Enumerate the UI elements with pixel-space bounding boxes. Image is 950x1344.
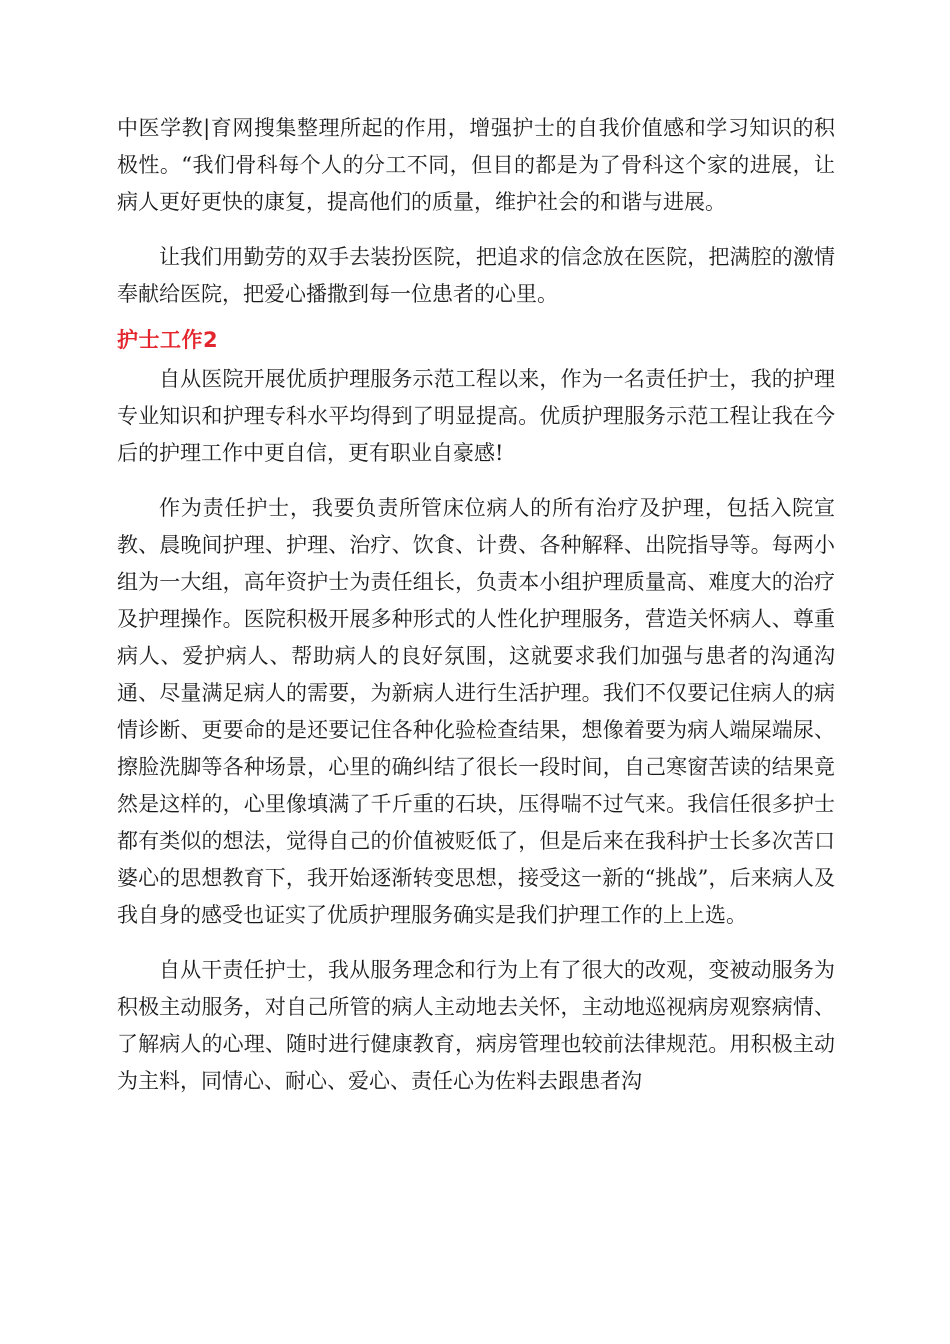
document-page bbox=[117, 110, 835, 1100]
section-heading: 护士工作2 bbox=[117, 328, 219, 352]
paragraph-continuation: 中医学教|育网搜集整理所起的作用，增强护士的自我价值感和学习知识的积极性。“我们骨科每个人的分工不同，但目的都是为了骨科这个家的进展，让病人更好更快的康复，提高他们的质量，维护社会的和谐与进展。 bbox=[117, 116, 835, 214]
paragraph-responsible-nurse-duties: 作为责任护士，我要负责所管床位病人的所有治疗及护理，包括入院宣教、晨晚间护理、护理、治疗、饮食、计费、各种解释、出院指导等。每两小组为一大组，高年资护士为责任组长，负责本小组护理质量高、难度大的治疗及护理操作。医院积极开展多种形式的人性化护理服务，营造关怀病人、尊重病人、爱护病人、帮助病人的良好氛围，这就要求我们加强与患者的沟通沟通、尽量满足病人的需要，为新病人进行生活护理。我们不仅要记住病人的病情诊断、更要命的是还要记住各种化验检查结果，想像着要为病人端屎端尿、擦脸洗脚等各种场景，心里的确纠结了很长一段时间，自己寒窗苦读的结果竟然是这样的，心里像填满了千斤重的石块，压得喘不过气来。我信任很多护士都有类似的想法，觉得自己的价值被贬低了，但是后来在我科护士长多次苦口婆心的思想教育下，我开始逐渐转变思想，接受这一新的“挑战”，后来病人及我自身的感受也证实了优质护理服务确实是我们护理工作的上上选。 bbox=[117, 496, 835, 927]
paragraph-quality-nursing-intro: 自从医院开展优质护理服务示范工程以来，作为一名责任护士，我的护理专业知识和护理专科水平均得到了明显提高。优质护理服务示范工程让我在今后的护理工作中更自信，更有职业自豪感! bbox=[117, 367, 835, 465]
paragraph-hospital-devotion: 让我们用勤劳的双手去装扮医院，把追求的信念放在医院，把满腔的激情奉献给医院，把爱心播撒到每一位患者的心里。 bbox=[117, 245, 835, 306]
paragraph-service-change: 自从干责任护士，我从服务理念和行为上有了很大的改观，变被动服务为积极主动服务，对自己所管的病人主动地去关怀，主动地巡视病房观察病情、了解病人的心理、随时进行健康教育，病房管理也较前法律规范。用积极主动为主料，同情心、耐心、爱心、责任心为佐料去跟患者沟 bbox=[117, 958, 835, 1093]
